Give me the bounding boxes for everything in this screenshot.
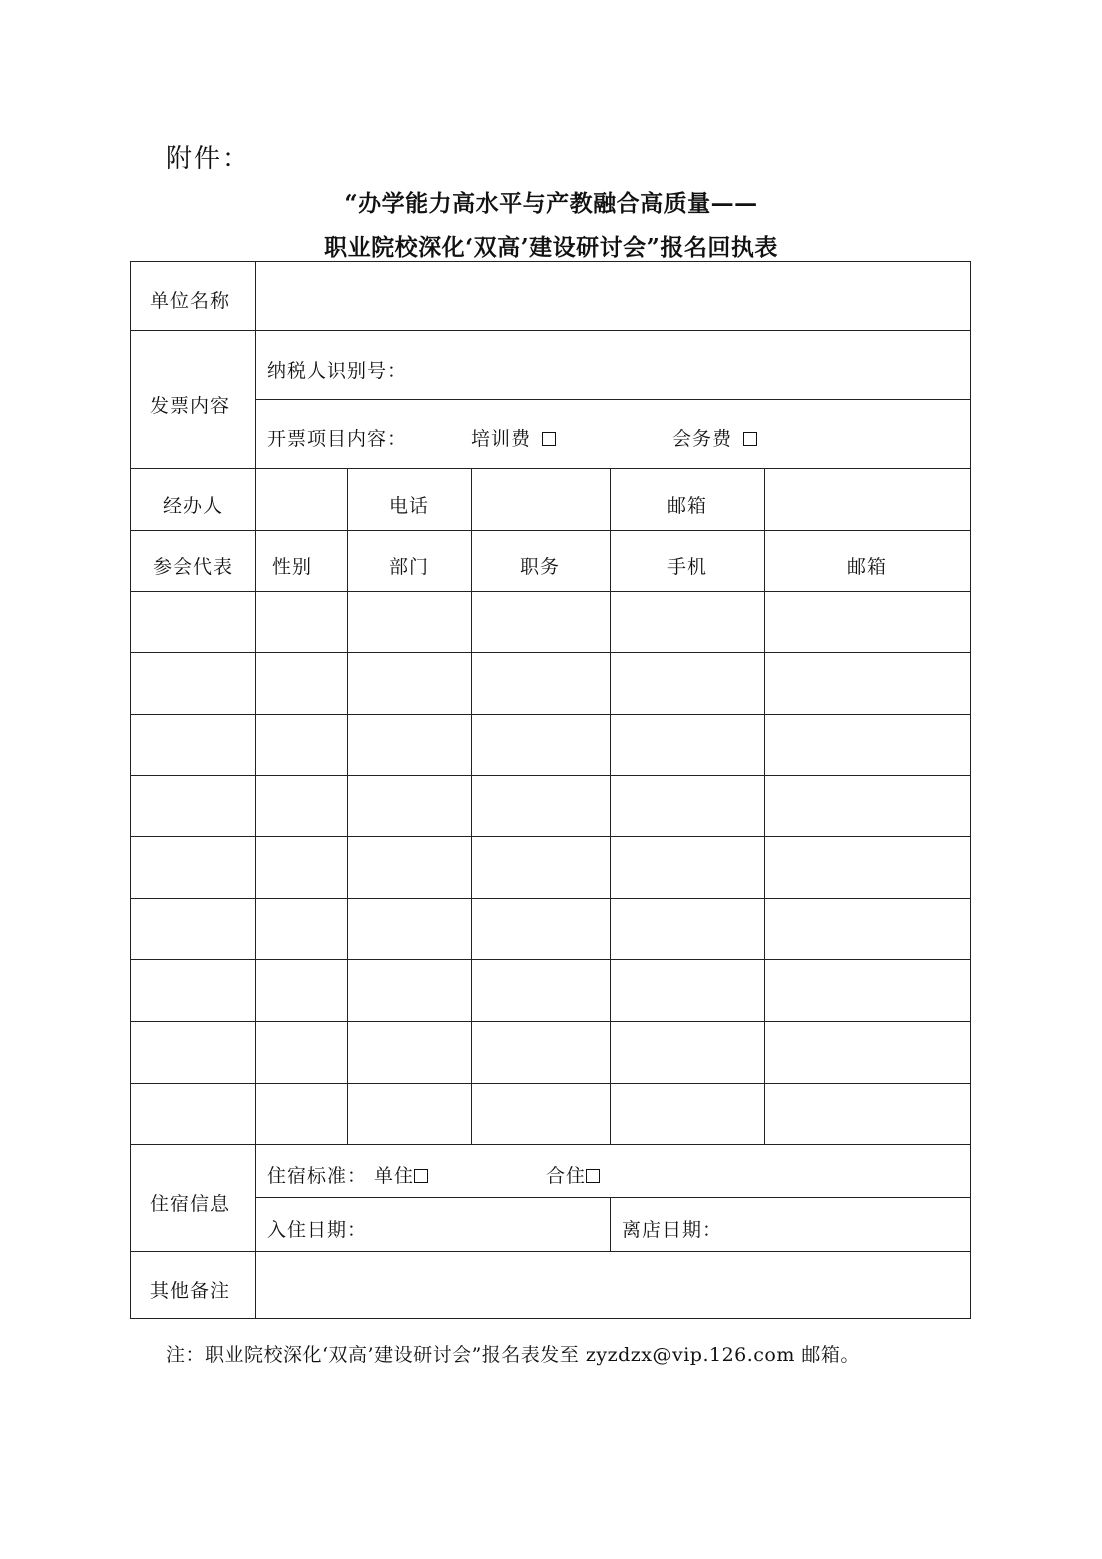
- table-rule: [255, 1197, 971, 1198]
- footer-note: 注：职业院校深化‘双高’建设研讨会”报名表发至 zyzdzx@vip.126.com 邮箱。: [166, 1344, 860, 1366]
- attendees-label: 参会代表: [152, 556, 234, 578]
- invoice-label: 发票内容: [150, 395, 231, 417]
- meeting-fee-option[interactable]: [672, 427, 757, 451]
- column-header-gender: 性别: [271, 556, 313, 578]
- table-rule: [130, 468, 971, 469]
- remarks-field[interactable]: [257, 1253, 969, 1317]
- form-title-line-2: 职业院校深化‘双高’建设研讨会”报名回执表: [324, 234, 778, 261]
- form-title-line-1: “办学能力高水平与产教融合高质量——: [344, 190, 758, 217]
- phone-field[interactable]: [473, 470, 609, 528]
- column-header-department: 部门: [388, 556, 430, 578]
- remarks-label: 其他备注: [150, 1280, 231, 1302]
- single-room-checkbox[interactable]: [414, 1169, 428, 1183]
- table-rule: [130, 591, 971, 592]
- handler-email-label: 邮箱: [666, 495, 708, 517]
- handler-email-field[interactable]: [766, 470, 969, 528]
- invoice-item-label: 开票项目内容：: [267, 428, 408, 450]
- meeting-fee-checkbox[interactable]: [743, 432, 757, 446]
- handler-field[interactable]: [257, 470, 346, 528]
- training-fee-checkbox[interactable]: [542, 432, 556, 446]
- checkin-date-field[interactable]: [365, 1199, 608, 1249]
- meeting-fee-label: 会务费: [672, 428, 733, 450]
- column-header-mobile: 手机: [666, 556, 708, 578]
- table-rule: [130, 530, 971, 531]
- single-room-option[interactable]: [374, 1164, 428, 1188]
- checkout-date-label: 离店日期：: [622, 1219, 723, 1241]
- table-rule: [255, 399, 971, 400]
- single-room-label: 单住: [374, 1165, 415, 1187]
- shared-room-checkbox[interactable]: [586, 1169, 600, 1183]
- unit-name-label: 单位名称: [150, 290, 231, 312]
- tax-id-label: 纳税人识别号：: [267, 360, 408, 382]
- training-fee-label: 培训费: [471, 428, 532, 450]
- unit-name-field[interactable]: [257, 263, 969, 329]
- column-header-position: 职务: [519, 556, 561, 578]
- table-rule: [130, 330, 971, 331]
- shared-room-label: 合住: [546, 1165, 587, 1187]
- lodging-label: 住宿信息: [150, 1193, 231, 1215]
- phone-label: 电话: [388, 495, 430, 517]
- attachment-label: 附件：: [166, 144, 251, 174]
- handler-label: 经办人: [162, 495, 224, 517]
- lodging-standard-label: 住宿标准：: [267, 1165, 368, 1187]
- table-rule: [130, 1144, 971, 1145]
- training-fee-option[interactable]: [471, 427, 556, 451]
- table-rule: [610, 1197, 611, 1251]
- table-rule: [130, 1251, 971, 1252]
- attendee-rows[interactable]: [132, 593, 969, 1143]
- column-header-email: 邮箱: [846, 556, 888, 578]
- checkin-date-label: 入住日期：: [267, 1219, 368, 1241]
- checkout-date-field[interactable]: [720, 1199, 968, 1249]
- shared-room-option[interactable]: [546, 1164, 600, 1188]
- tax-id-field[interactable]: [420, 333, 968, 397]
